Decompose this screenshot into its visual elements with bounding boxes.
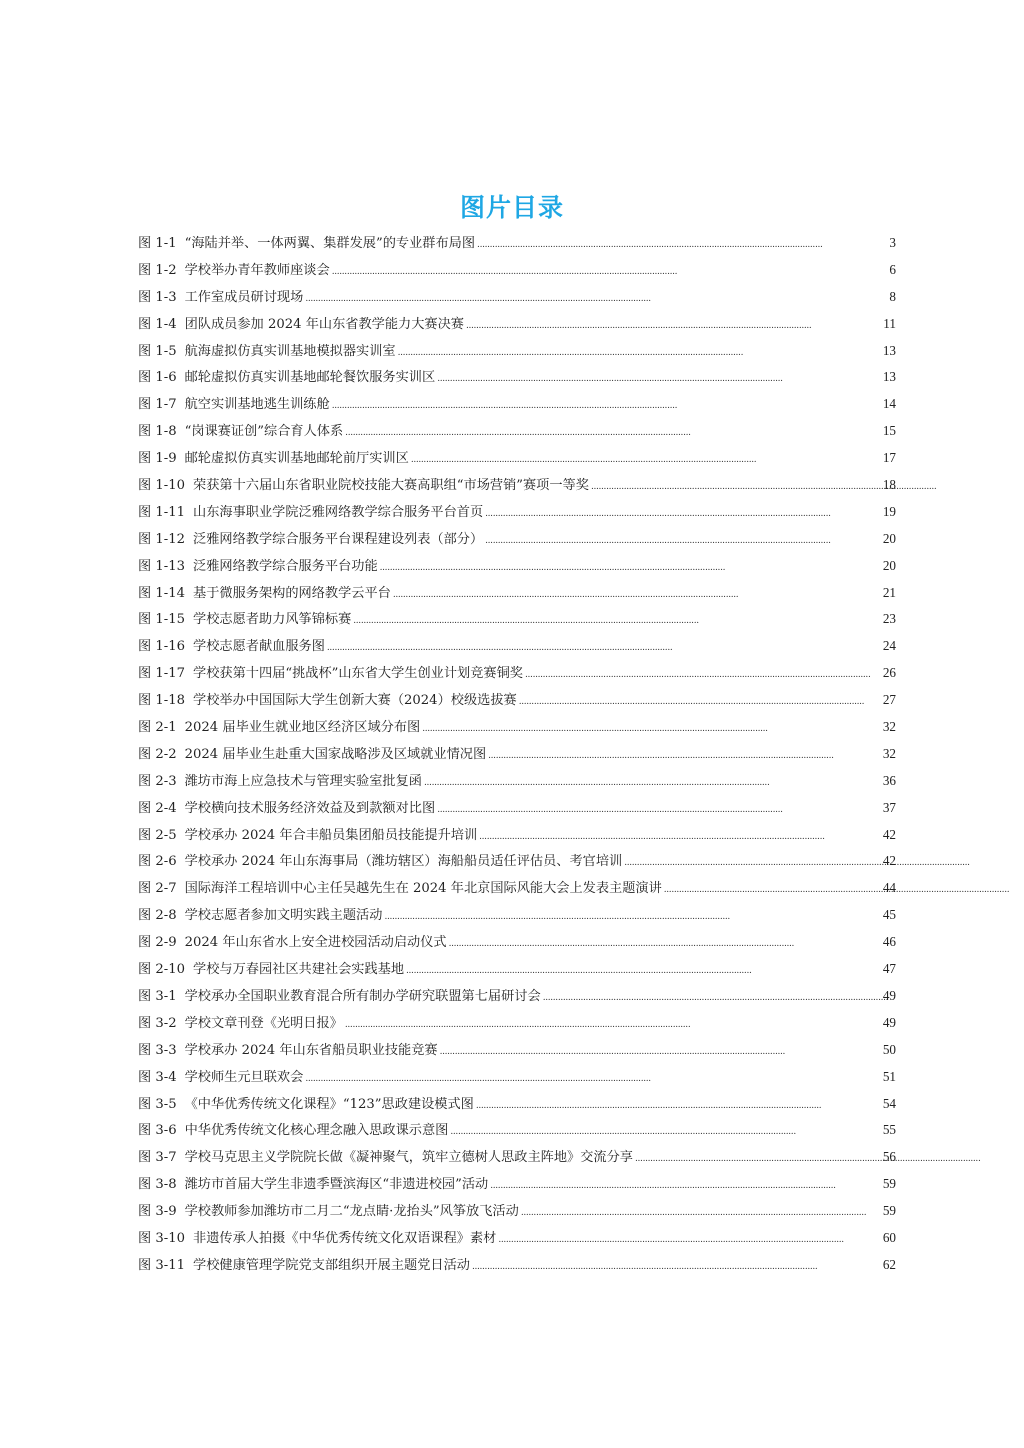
list-item[interactable] [138,1091,896,1118]
page-number: 50 [882,1041,896,1057]
figure-label: 图 3-6 [138,1123,177,1139]
page-number: 24 [882,638,896,654]
list-item[interactable] [138,983,896,1010]
page-number: 60 [882,1229,896,1245]
figure-caption: 2024 年山东省水上安全进校园活动启动仪式 [184,935,447,951]
figure-label: 图 3-9 [138,1204,177,1220]
dot-leader [664,876,881,904]
list-item[interactable] [138,1252,896,1279]
page-number: 13 [882,342,896,358]
dot-leader [437,365,881,393]
figure-label: 图 3-1 [138,988,177,1004]
page-number: 59 [882,1176,896,1192]
page-number: 6 [889,261,896,277]
list-item[interactable] [138,687,896,714]
figure-label: 图 3-2 [138,1015,177,1031]
figure-caption: 学校举办中国国际大学生创新大赛（2024）校级选拔赛 [193,693,517,709]
dot-leader [521,1199,881,1227]
page-number: 11 [883,315,896,331]
list-item[interactable] [138,822,896,849]
list-item[interactable] [138,499,896,526]
dot-leader [332,258,888,286]
list-item[interactable] [138,768,896,795]
dot-leader [398,339,881,367]
dot-leader [490,1172,881,1200]
page-number: 37 [882,799,896,815]
figure-caption: 学校师生元旦联欢会 [184,1069,304,1085]
page-number: 32 [882,745,896,761]
figure-label: 图 1-8 [138,424,177,440]
page-number: 55 [882,1122,896,1138]
list-item[interactable] [138,660,896,687]
figure-caption: 潍坊市首届大学生非遗季暨滨海区“非遗进校园”活动 [184,1177,489,1193]
list-item[interactable] [138,795,896,822]
dot-leader [332,392,881,420]
figure-caption: 2024 届毕业生赴重大国家战略涉及区域就业情况图 [184,746,487,762]
page-number: 26 [882,665,896,681]
list-item[interactable] [138,472,896,499]
figure-caption: 基于微服务架构的网络教学云平台 [193,585,391,601]
dot-leader [345,419,881,447]
page-number: 13 [882,369,896,385]
list-item[interactable] [138,1144,896,1171]
page-number: 59 [882,1203,896,1219]
figure-label: 图 3-7 [138,1150,177,1166]
figure-label: 图 3-4 [138,1069,177,1085]
figure-caption: 非遗传承人拍摄《中华优秀传统文化双语课程》素材 [193,1230,497,1246]
figure-label: 图 1-2 [138,262,177,278]
dot-leader [353,607,881,635]
figure-label: 图 2-8 [138,908,177,924]
dot-leader [525,661,881,689]
figure-caption: 潍坊市海上应急技术与管理实验室批复函 [184,773,422,789]
figure-caption: 泛雅网络教学综合服务平台课程建设列表（部分） [193,531,484,547]
dot-leader [624,849,881,877]
page-number: 14 [882,396,896,412]
figure-caption: 学校志愿者献血服务图 [193,639,325,655]
figure-caption: 工作室成员研讨现场 [184,289,304,305]
list-item[interactable] [138,1225,896,1252]
figure-label: 图 2-9 [138,935,177,951]
figure-label: 图 1-4 [138,316,177,332]
dot-leader [384,903,880,931]
list-item[interactable] [138,230,896,257]
list-item[interactable] [138,445,896,472]
page-number: 32 [882,719,896,735]
figure-label: 图 3-11 [138,1257,186,1273]
dot-leader [635,1145,881,1173]
figure-caption: 团队成员参加 2024 年山东省教学能力大赛决赛 [184,316,464,332]
list-item[interactable] [138,418,896,445]
dot-leader [422,715,881,743]
list-item[interactable] [138,956,896,983]
page-number: 20 [882,557,896,573]
dot-leader [485,500,881,528]
list-item[interactable] [138,284,896,311]
figure-caption: 学校承办 2024 年山东省船员职业技能竞赛 [184,1042,438,1058]
page-number: 23 [882,611,896,627]
figure-caption: 荣获第十六届山东省职业院校技能大赛高职组“市场营销”赛项一等奖 [193,478,589,494]
figure-label: 图 1-10 [138,478,186,494]
figure-caption: 学校横向技术服务经济效益及到款额对比图 [184,800,436,816]
figure-label: 图 1-5 [138,343,177,359]
page-number: 19 [882,503,896,519]
dot-leader [393,581,881,609]
figure-list [138,230,896,1279]
figure-label: 图 2-1 [138,720,177,736]
list-item[interactable] [138,364,896,391]
figure-caption: 学校获第十四届“挑战杯”山东省大学生创业计划竞赛铜奖 [193,666,523,682]
figure-label: 图 2-3 [138,773,177,789]
page-number: 42 [882,826,896,842]
figure-caption: “海陆并举、一体两翼、集群发展”的专业群布局图 [184,236,476,251]
list-item[interactable] [138,1117,896,1144]
figure-label: 图 1-9 [138,451,177,467]
page-number: 42 [882,853,896,869]
list-item[interactable] [138,606,896,633]
figure-caption: 学校志愿者助力风筝锦标赛 [193,612,352,628]
dot-leader [477,231,887,259]
figure-caption: 学校承办全国职业教育混合所有制办学研究联盟第七届研讨会 [184,988,541,1004]
list-item[interactable] [138,1064,896,1091]
figure-label: 图 2-6 [138,854,177,870]
figure-caption: 学校与万春园社区共建社会实践基地 [193,962,405,978]
dot-leader [476,1092,881,1120]
list-item[interactable] [138,875,896,902]
figure-label: 图 1-6 [138,370,177,386]
dot-leader [345,1011,881,1039]
figure-label: 图 3-10 [138,1230,186,1246]
figure-caption: 学校健康管理学院党支部组织开展主题党日活动 [193,1257,470,1273]
page-number: 62 [882,1256,896,1272]
page-number: 21 [882,584,896,600]
figure-caption: 学校马克思主义学院院长做《凝神聚气，筑牢立德树人思政主阵地》交流分享 [184,1150,633,1166]
figure-label: 图 2-7 [138,881,177,897]
figure-label: 图 3-3 [138,1042,177,1058]
dot-leader [305,1065,881,1093]
dot-leader [466,312,881,340]
page-number: 49 [882,1014,896,1030]
list-item[interactable] [138,311,896,338]
page-number: 36 [882,772,896,788]
figure-caption: 《中华优秀传统文化课程》“123”思政建设模式图 [184,1096,474,1112]
figure-caption: 邮轮虚拟仿真实训基地邮轮前厅实训区 [184,451,409,467]
dot-leader [380,554,881,582]
list-item[interactable] [138,338,896,365]
page-number: 44 [882,880,896,896]
list-item[interactable] [138,391,896,418]
figure-label: 图 1-16 [138,639,186,655]
figure-caption: 学校承办 2024 年山东海事局（潍坊辖区）海船船员适任评估员、考官培训 [184,854,623,870]
page-number: 45 [882,907,896,923]
figure-label: 图 1-12 [138,531,186,547]
dot-leader [305,285,887,313]
dot-leader [406,957,881,985]
list-item[interactable] [138,580,896,607]
page-number: 8 [889,288,896,304]
dot-leader [437,796,881,824]
list-item[interactable] [138,848,896,875]
figure-label: 图 3-8 [138,1177,177,1193]
figure-caption: 国际海洋工程培训中心主任吴越先生在 2024 年北京国际风能大会上发表主题演讲 [184,881,662,897]
figure-caption: 山东海事职业学院泛雅网络教学综合服务平台首页 [193,504,484,520]
page-number: 15 [882,423,896,439]
figure-label: 图 2-10 [138,962,186,978]
list-item[interactable] [138,1171,896,1198]
figure-label: 图 3-5 [138,1096,177,1112]
page-number: 17 [882,450,896,466]
page-number: 47 [882,961,896,977]
figure-label: 图 1-18 [138,693,186,709]
list-item[interactable] [138,1198,896,1225]
figure-label: 图 2-4 [138,800,177,816]
page-number: 20 [882,530,896,546]
dot-leader [450,1118,880,1146]
page-number: 54 [882,1095,896,1111]
list-item[interactable] [138,929,896,956]
page-number: 51 [882,1068,896,1084]
list-item[interactable] [138,714,896,741]
dot-leader [519,688,881,716]
figure-label: 图 1-7 [138,397,177,413]
dot-leader [498,1226,880,1254]
page-number: 18 [882,477,896,493]
figure-label: 图 1-1 [138,236,177,251]
list-item[interactable] [138,526,896,553]
figure-caption: “岗课赛证创”综合育人体系 [184,424,344,440]
figure-label: 图 1-3 [138,289,177,305]
list-item[interactable] [138,257,896,284]
list-item[interactable] [138,902,896,929]
page-number: 56 [882,1149,896,1165]
dot-leader [591,473,881,501]
dot-leader [449,930,881,958]
page-title: 图片目录 [459,193,564,222]
list-item[interactable] [138,741,896,768]
dot-leader [472,1253,881,1281]
figure-caption: 学校文章刊登《光明日报》 [184,1015,343,1031]
figure-caption: 邮轮虚拟仿真实训基地邮轮餐饮服务实训区 [184,370,436,386]
figure-caption: 泛雅网络教学综合服务平台功能 [193,558,378,574]
figure-label: 图 2-5 [138,827,177,843]
page-number: 46 [882,934,896,950]
figure-caption: 学校举办青年教师座谈会 [184,262,330,278]
list-item[interactable] [138,633,896,660]
dot-leader [543,984,881,1012]
figure-label: 图 1-17 [138,666,186,682]
figure-caption: 航空实训基地逃生训练舱 [184,397,330,413]
figure-caption: 航海虚拟仿真实训基地模拟器实训室 [184,343,396,359]
figure-caption: 学校承办 2024 年合丰船员集团船员技能提升培训 [184,827,478,843]
figure-caption: 学校志愿者参加文明实践主题活动 [184,908,383,924]
dot-leader [479,823,881,851]
dot-leader [485,527,881,555]
figure-label: 图 1-13 [138,558,186,574]
dot-leader [440,1038,881,1066]
figure-caption: 中华优秀传统文化核心理念融入思政课示意图 [184,1123,449,1139]
page-number: 49 [882,987,896,1003]
list-item[interactable] [138,553,896,580]
figure-label: 图 1-14 [138,585,186,601]
dot-leader [488,742,881,770]
dot-leader [327,634,881,662]
figure-label: 图 1-11 [138,504,186,520]
dot-leader [424,769,881,797]
page-number: 27 [882,692,896,708]
figure-label: 图 2-2 [138,746,177,762]
figure-caption: 2024 届毕业生就业地区经济区域分布图 [184,720,421,736]
list-item[interactable] [138,1010,896,1037]
page-number: 3 [889,235,896,250]
figure-label: 图 1-15 [138,612,186,628]
list-item[interactable] [138,1037,896,1064]
dot-leader [411,446,881,474]
figure-caption: 学校教师参加潍坊市二月二“龙点睛·龙抬头”风筝放飞活动 [184,1204,519,1220]
